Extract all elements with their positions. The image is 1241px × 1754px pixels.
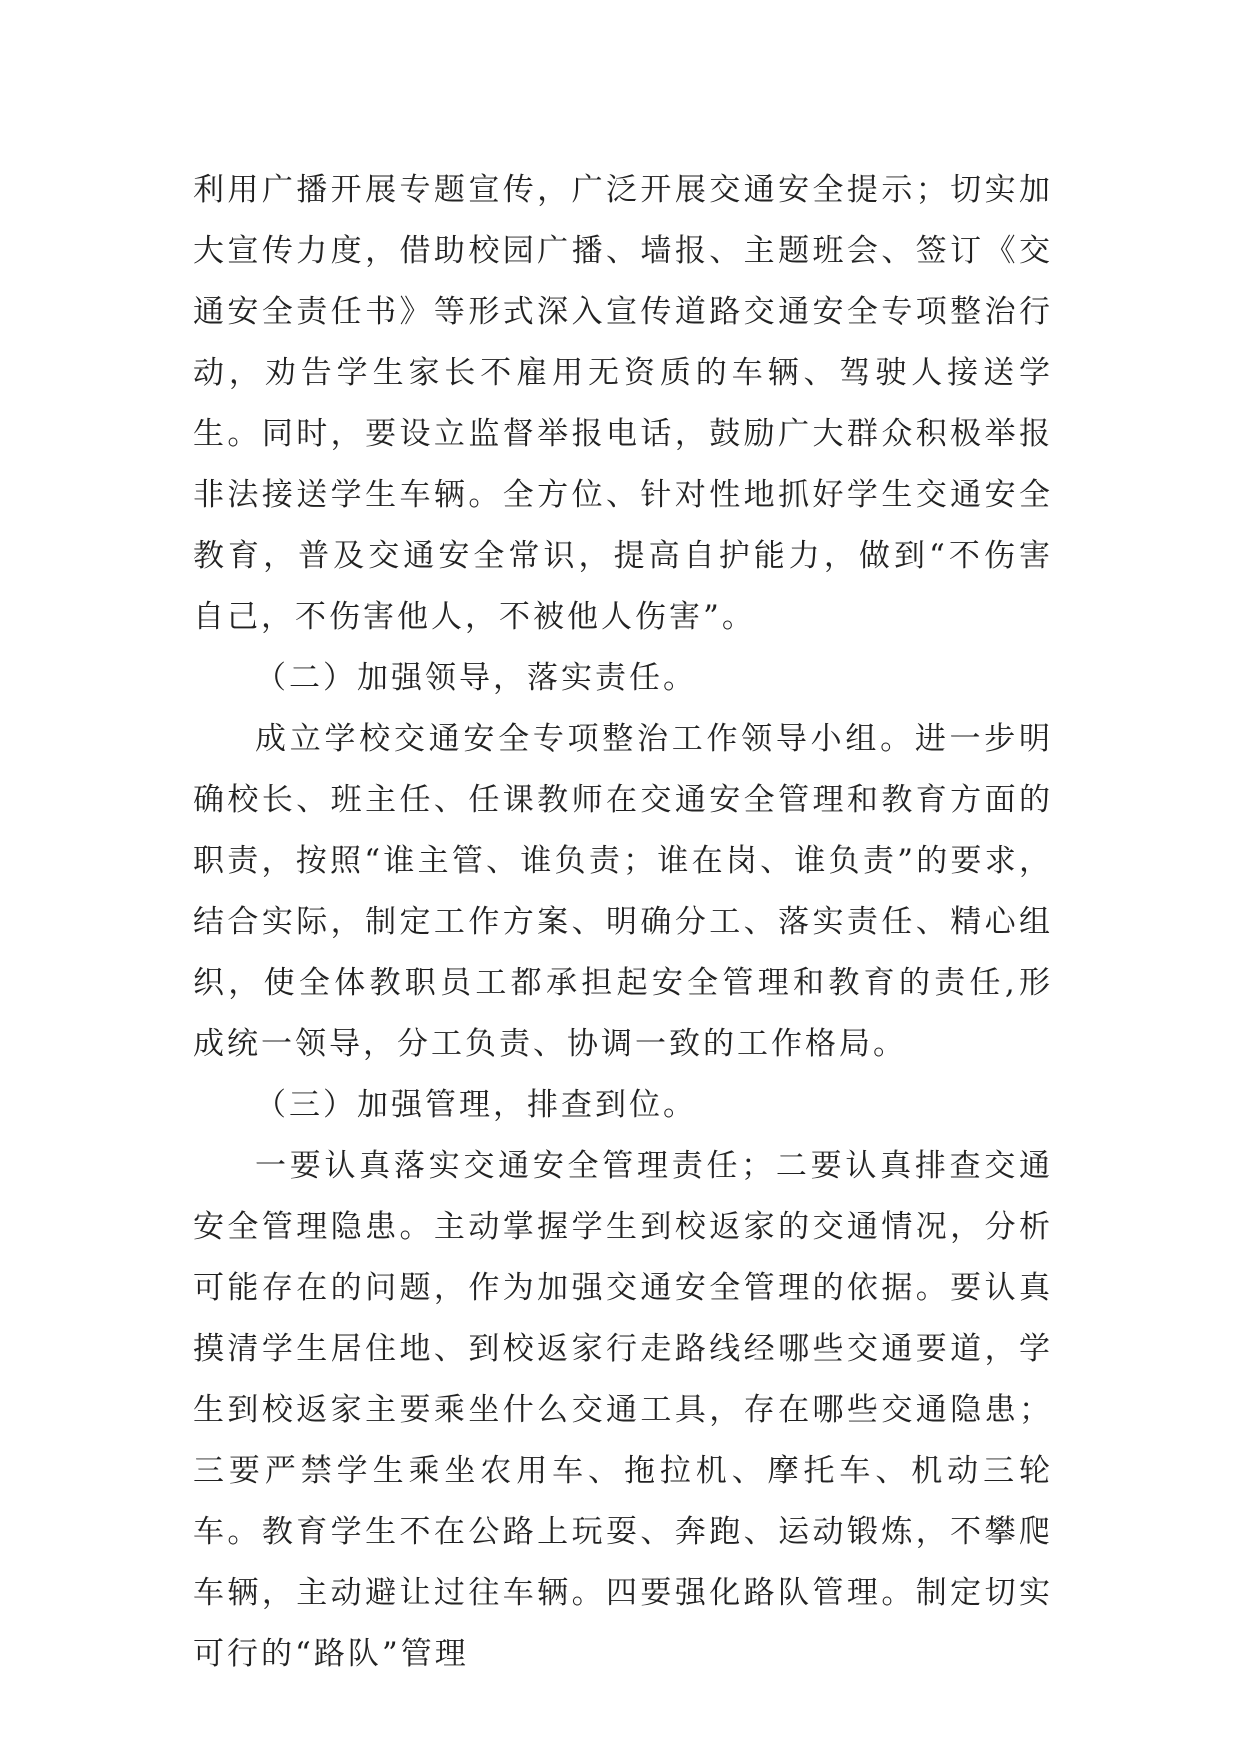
- section-heading-3: （三）加强管理，排查到位。: [255, 1087, 697, 1123]
- paragraph-leadership: 成立学校交通安全专项整治工作领导小组。进一步明确校长、班主任、任课教师在交通安全管理和教育方面的职责，按照“谁主管、谁负责；谁在岗、谁负责”的要求，结合实际，制定工作方案、明确分工、落实责任、精心组织，使全体教职员工都承担起安全管理和教育的责任,形成统一领导，分工负责、协调一致的工作格局。: [193, 721, 1053, 1062]
- document-body: [193, 160, 1053, 1685]
- section-heading-2: （二）加强领导，落实责任。: [255, 660, 697, 696]
- paragraph-management: 一要认真落实交通安全管理责任；二要认真排查交通安全管理隐患。主动掌握学生到校返家的交通情况，分析可能存在的问题，作为加强交通安全管理的依据。要认真摸清学生居住地、到校返家行走路线经哪些交通要道，学生到校返家主要乘坐什么交通工具，存在哪些交通隐患；三要严禁学生乘坐农用车、拖拉机、摩托车、机动三轮车。教育学生不在公路上玩耍、奔跑、运动锻炼，不攀爬车辆，主动避让过往车辆。四要强化路队管理。制定切实可行的“路队”管理: [193, 1148, 1053, 1672]
- paragraph-publicity: 利用广播开展专题宣传，广泛开展交通安全提示；切实加大宣传力度，借助校园广播、墙报、主题班会、签订《交通安全责任书》等形式深入宣传道路交通安全专项整治行动，劝告学生家长不雇用无资质的车辆、驾驶人接送学生。同时，要设立监督举报电话，鼓励广大群众积极举报非法接送学生车辆。全方位、针对性地抓好学生交通安全教育，普及交通安全常识，提高自护能力，做到“不伤害自己，不伤害他人，不被他人伤害”。: [193, 172, 1053, 635]
